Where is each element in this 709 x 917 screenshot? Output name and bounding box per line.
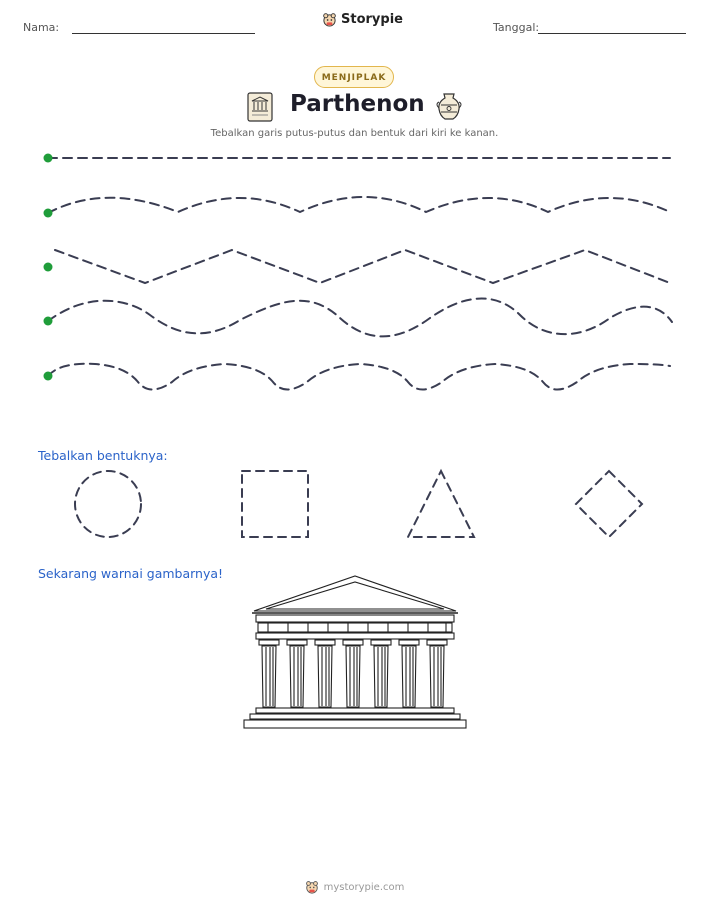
brand-name: Storypie: [341, 12, 403, 27]
tracing-line-curve[interactable]: [48, 298, 672, 336]
parthenon-drawing[interactable]: [244, 576, 466, 728]
tracing-line-wave-2[interactable]: [48, 364, 670, 390]
footer-url[interactable]: mystorypie.com: [323, 881, 405, 893]
tracing-line-wave[interactable]: [48, 197, 670, 213]
shapes-section-label: Tebalkan bentuknya:: [38, 448, 168, 463]
trace-circle[interactable]: [75, 471, 141, 537]
footer: [0, 880, 709, 894]
coloring-section-label: Sekarang warnai gambarnya!: [38, 566, 224, 581]
start-dot: [44, 263, 53, 272]
menjiplak-badge: MENJIPLAK: [314, 66, 394, 88]
name-label: Nama:: [23, 21, 60, 34]
start-dot: [44, 317, 53, 326]
start-dot: [44, 209, 53, 218]
start-dot: [44, 372, 53, 381]
trace-square[interactable]: [242, 471, 308, 537]
instructions: Tebalkan garis putus-putus dan bentuk dari kiri ke kanan.: [210, 128, 499, 139]
trace-diamond[interactable]: [576, 471, 642, 537]
date-label: Tanggal:: [493, 21, 540, 34]
tracing-line-zigzag[interactable]: [55, 250, 670, 283]
page-title: Parthenon: [290, 91, 425, 117]
start-dot: [44, 154, 53, 163]
storypie-mascot-icon: [305, 880, 319, 894]
trace-triangle[interactable]: [408, 471, 474, 537]
